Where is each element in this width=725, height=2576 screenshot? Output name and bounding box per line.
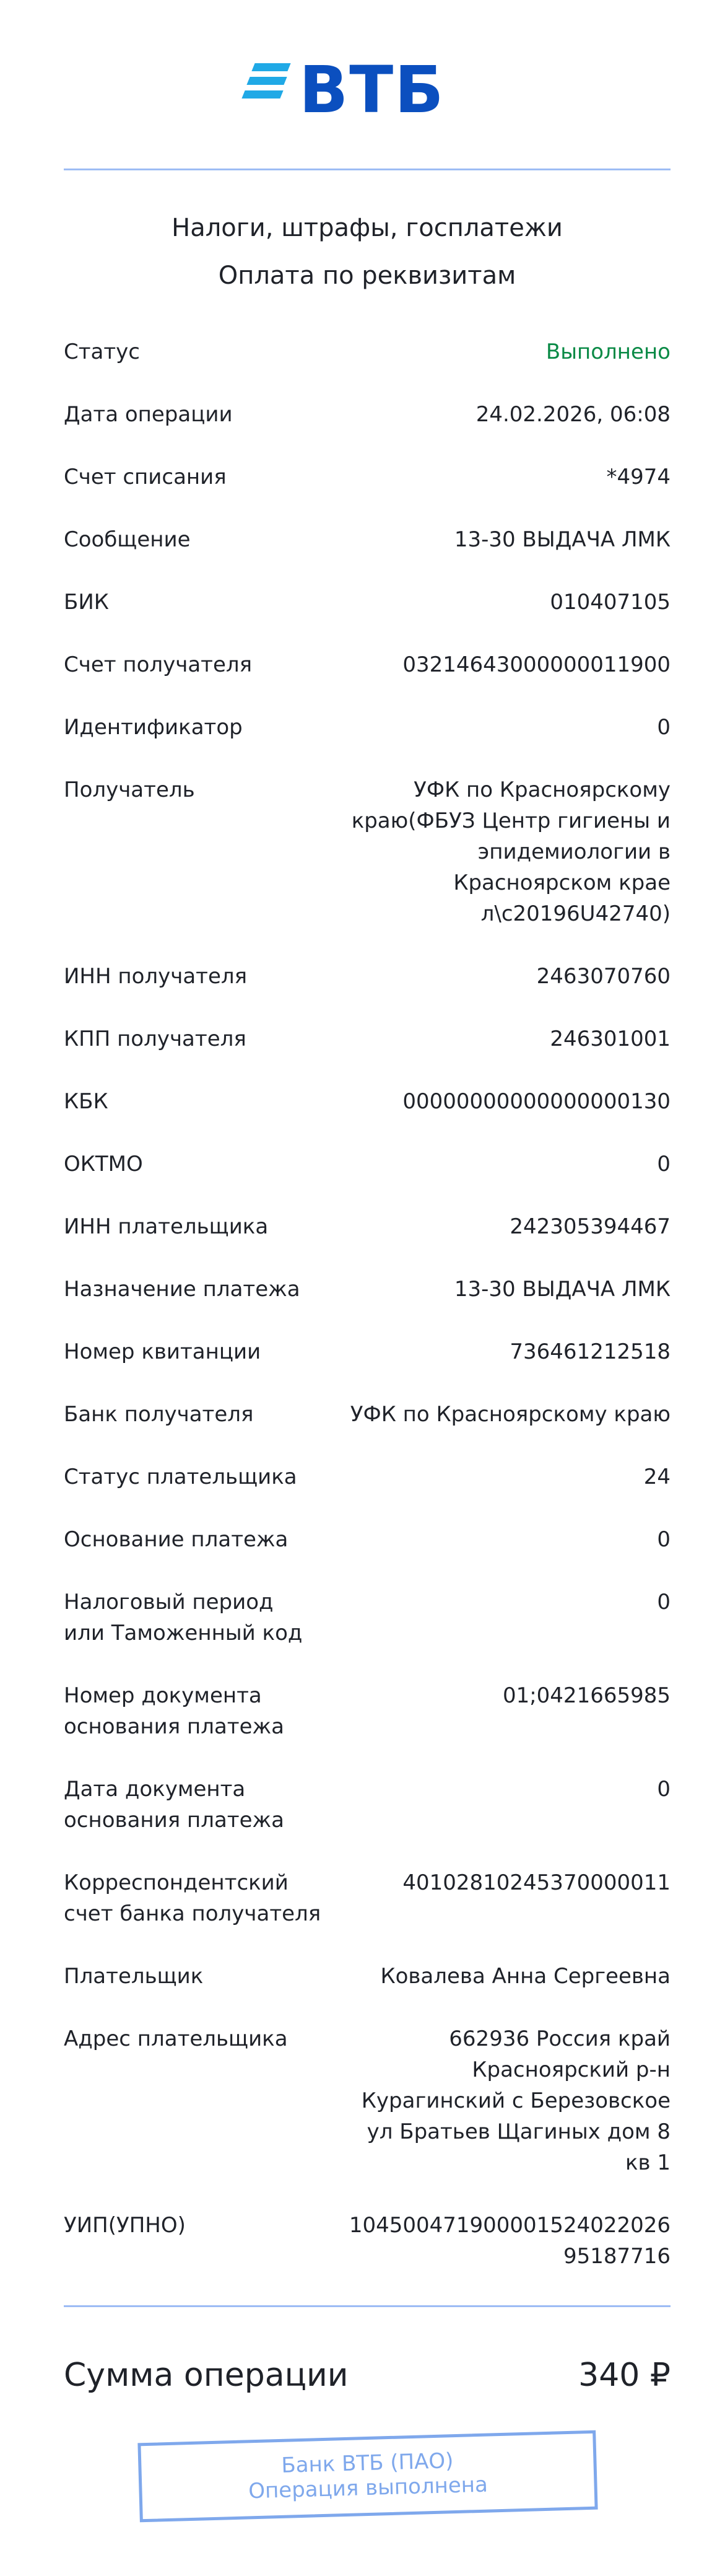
stamp-line-bank: Банк ВТБ (ПАО)	[280, 2448, 454, 2478]
detail-value: 03214643000000011900	[402, 652, 671, 677]
detail-row	[64, 2210, 671, 2272]
detail-label: Сообщение	[64, 527, 191, 552]
detail-row	[64, 1867, 671, 1929]
detail-label: БИК	[64, 590, 109, 615]
detail-label: Статус плательщика	[64, 1465, 297, 1489]
detail-label: Счет получателя	[64, 652, 253, 677]
detail-label: Дата документа основания платежа	[64, 1777, 284, 1833]
sum-label: Сумма операции	[64, 2357, 349, 2394]
detail-row	[64, 1336, 671, 1367]
detail-value: 01;0421665985	[502, 1683, 671, 1708]
detail-label: КБК	[64, 1089, 108, 1114]
detail-value: Ковалева Анна Сергеевна	[380, 1964, 671, 1989]
detail-row	[64, 587, 671, 618]
detail-row	[64, 1086, 671, 1117]
detail-value: 13-30 ВЫДАЧА ЛМК	[454, 1277, 671, 1302]
detail-value: 242305394467	[510, 1214, 671, 1239]
detail-label: Дата операции	[64, 402, 233, 427]
detail-label: Налоговый период или Таможенный код	[64, 1590, 303, 1645]
detail-row	[64, 1149, 671, 1180]
detail-value: 736461212518	[510, 1339, 671, 1364]
detail-label: ИНН получателя	[64, 964, 248, 989]
detail-value: 00000000000000000130	[402, 1089, 671, 1114]
bottom-divider	[64, 2305, 671, 2307]
detail-label: Корреспондентский счет банка получателя	[64, 1870, 321, 1926]
page-title: Налоги, штрафы, госплатежи	[171, 214, 563, 242]
detail-value: 13-30 ВЫДАЧА ЛМК	[454, 527, 671, 552]
detail-row	[64, 462, 671, 493]
detail-label: Номер квитанции	[64, 1339, 261, 1364]
sum-value: 340 ₽	[578, 2357, 671, 2394]
details-list	[64, 336, 671, 2303]
detail-row	[64, 712, 671, 743]
detail-label: Назначение платежа	[64, 1277, 300, 1302]
detail-label: Адрес плательщика	[64, 2026, 288, 2051]
detail-label: Идентификатор	[64, 715, 243, 740]
detail-value: 0	[657, 1777, 671, 1802]
top-divider	[64, 169, 671, 170]
detail-row	[64, 399, 671, 430]
detail-label: Банк получателя	[64, 1402, 254, 1427]
detail-value: 246301001	[550, 1027, 671, 1051]
detail-row	[64, 1399, 671, 1430]
detail-row	[64, 649, 671, 680]
logo-stripes-icon	[240, 63, 289, 99]
detail-row	[64, 1587, 671, 1649]
detail-row	[64, 1461, 671, 1492]
detail-value: 0	[657, 1590, 671, 1614]
detail-row	[64, 1774, 671, 1836]
detail-label: Получатель	[64, 778, 195, 802]
detail-label: ИНН плательщика	[64, 1214, 269, 1239]
detail-label: Статус	[64, 340, 141, 364]
detail-value: УФК по Красноярскому краю(ФБУЗ Центр гигиены и эпидемиологии в Красноярском крае л\с20196U42740)	[351, 778, 671, 926]
detail-row	[64, 524, 671, 555]
detail-value: 0	[657, 1527, 671, 1552]
page-subtitle: Оплата по реквизитам	[218, 261, 516, 290]
detail-label: Основание платежа	[64, 1527, 289, 1552]
detail-row	[64, 1211, 671, 1242]
detail-value: 24.02.2026, 06:08	[475, 402, 671, 427]
vtb-logo	[240, 52, 445, 129]
detail-value: 010407105	[550, 590, 671, 615]
detail-value: 0	[657, 715, 671, 740]
detail-row	[64, 336, 671, 367]
detail-row	[64, 1023, 671, 1054]
detail-value: 10450047190000152402202695187716	[349, 2213, 671, 2269]
detail-value: *4974	[606, 465, 671, 489]
detail-value: 40102810245370000011	[402, 1870, 671, 1895]
stamp-line-status: Операция выполнена	[248, 2472, 488, 2504]
detail-value: 0	[657, 1152, 671, 1176]
detail-row	[64, 1961, 671, 1992]
detail-row	[64, 1680, 671, 1742]
detail-label: Счет списания	[64, 465, 227, 489]
detail-label: КПП получателя	[64, 1027, 246, 1051]
detail-row	[64, 2023, 671, 2178]
detail-row	[64, 961, 671, 992]
detail-value: 2463070760	[536, 964, 671, 989]
detail-row	[64, 1524, 671, 1555]
bank-stamp	[137, 2430, 597, 2523]
detail-label: Номер документа основания платежа	[64, 1683, 284, 1739]
detail-label: УИП(УПНО)	[64, 2213, 186, 2238]
logo-text: ВТБ	[299, 52, 445, 128]
detail-row	[64, 774, 671, 929]
detail-row	[64, 1274, 671, 1305]
detail-value: УФК по Красноярскому краю	[350, 1402, 671, 1427]
status-value: Выполнено	[545, 340, 671, 364]
detail-label: Плательщик	[64, 1964, 204, 1989]
detail-value: 24	[643, 1465, 671, 1489]
detail-label: ОКТМО	[64, 1152, 143, 1176]
detail-value: 662936 Россия край Красноярский р-н Курагинский с Березовское ул Братьев Щагиных дом 8 кв 1	[361, 2026, 671, 2175]
